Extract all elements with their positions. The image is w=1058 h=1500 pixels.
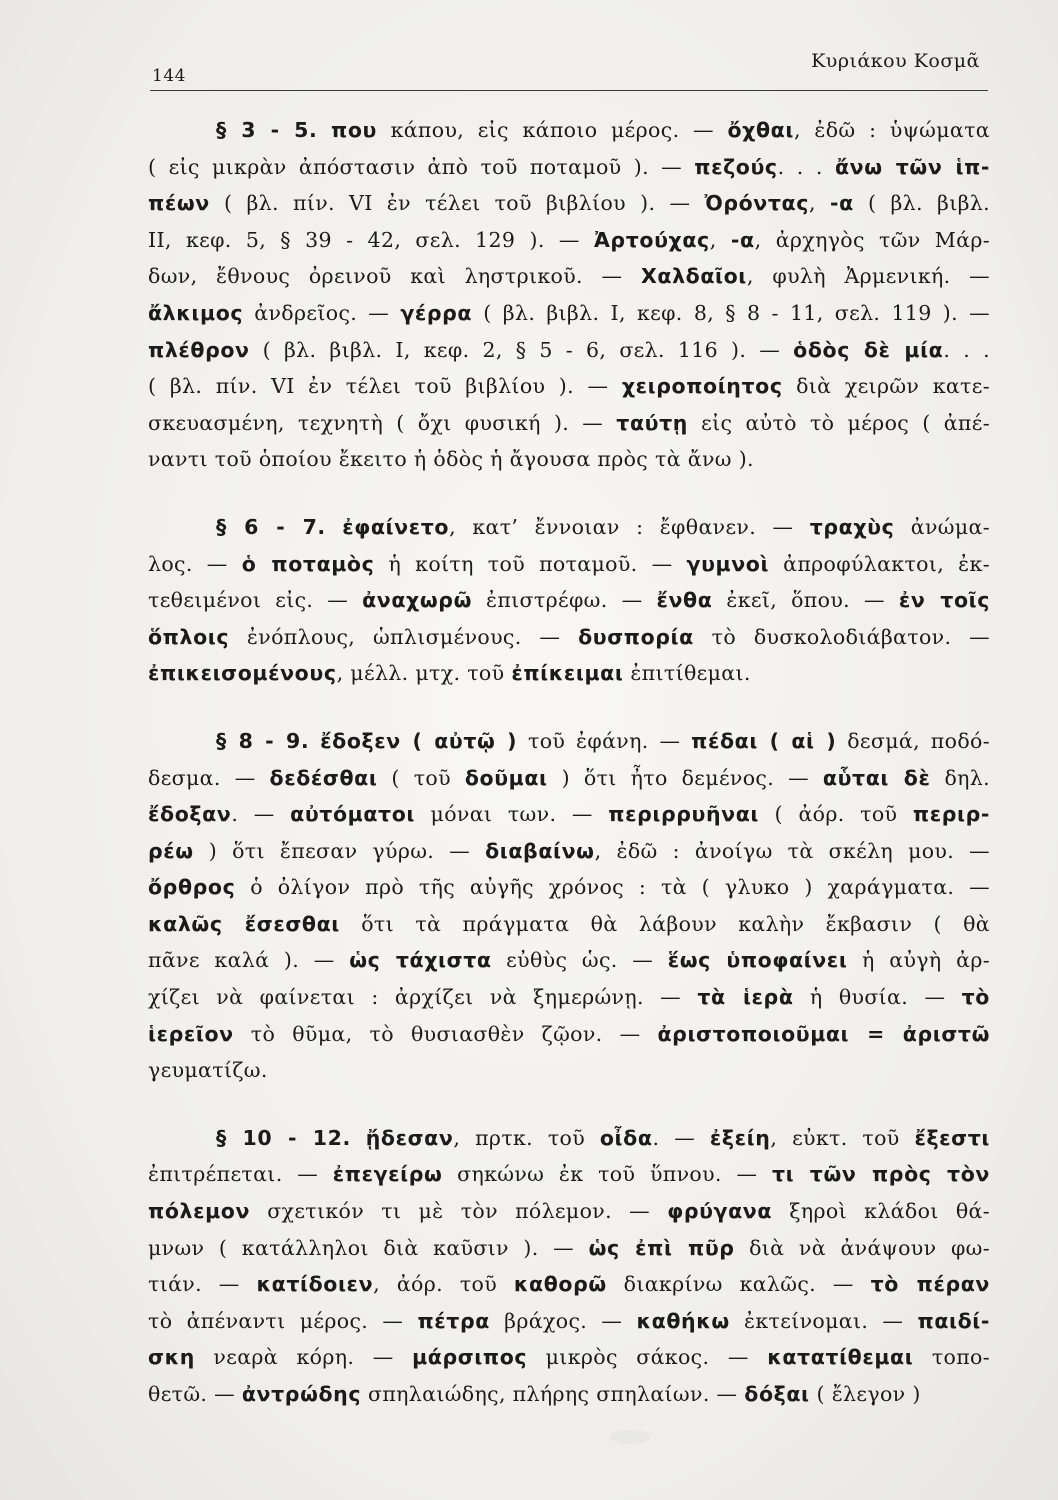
text-line bbox=[148, 655, 990, 692]
gloss-text: ἐπιστρέφω. — bbox=[472, 588, 657, 613]
lemma-term: ἐφαίνετο bbox=[342, 514, 450, 539]
gloss-text: ( βλ. βιβλ. I, κεφ. 8, § 8 - 11, σελ. 119 ). — bbox=[472, 300, 991, 325]
lemma-term: αὗται δὲ bbox=[822, 765, 931, 790]
lemma-term: γυμνοὶ bbox=[686, 551, 770, 576]
gloss-text: ξηροὶ κλάδοι θά- bbox=[772, 1199, 990, 1224]
lemma-term: ἔδοξαν bbox=[148, 802, 232, 827]
lemma-term: ἐν τοῖς bbox=[898, 588, 990, 613]
text-line bbox=[148, 1016, 990, 1053]
gloss-text: ( βλ. πίν. VI ἐν τέλει τοῦ βιβλίου ). — bbox=[209, 191, 705, 216]
gloss-text: ὅτι τὰ πράγματα θὰ λάβουν καλὴν ἔκβασιν ( θὰ bbox=[339, 911, 991, 936]
text-line bbox=[148, 1052, 990, 1089]
lemma-term: δοῦμαι bbox=[464, 765, 548, 790]
lemma-term: κατίδοιεν bbox=[256, 1272, 374, 1297]
gloss-text: εὐθὺς ὡς. — bbox=[491, 948, 668, 973]
gloss-text: , πρτκ. τοῦ bbox=[453, 1125, 600, 1150]
gloss-text: II, κεφ. 5, § 39 - 42, σελ. 129 ). — bbox=[148, 227, 594, 252]
text-line bbox=[148, 979, 990, 1016]
gloss-text: τὸ θῦμα, τὸ θυσιασθὲν ζῷον. — bbox=[233, 1021, 658, 1046]
text-line bbox=[148, 869, 990, 906]
lemma-term: δυσπορία bbox=[578, 624, 694, 649]
lemma-term: § 3 - 5. bbox=[216, 118, 318, 142]
gloss-text: ἡ αὐγὴ ἀρ- bbox=[847, 948, 990, 973]
gloss-text: τιάν. — bbox=[148, 1272, 257, 1297]
gloss-text: ( τοῦ bbox=[377, 765, 465, 790]
lemma-term: δόξαι bbox=[744, 1382, 810, 1406]
lemma-term: γέρρα bbox=[400, 300, 473, 325]
text-line bbox=[148, 368, 990, 405]
gloss-text: διὰ χειρῶν κατε- bbox=[782, 374, 990, 399]
gloss-text: μικρὸς σάκος. — bbox=[527, 1345, 768, 1370]
lemma-term: ὄρθρος bbox=[148, 875, 236, 900]
paragraph-gap bbox=[148, 1089, 990, 1120]
gloss-text: δων, ἔθνους ὀρεινοῦ καὶ ληστρικοῦ. — bbox=[148, 264, 641, 289]
gloss-text: θετῶ. — bbox=[148, 1382, 242, 1406]
gloss-text: . — bbox=[231, 802, 291, 827]
text-line bbox=[148, 441, 990, 478]
gloss-text: μόναι των. — bbox=[415, 802, 609, 827]
gloss-text: διὰ νὰ ἀνάψουν φω- bbox=[734, 1235, 991, 1260]
gloss-text bbox=[309, 729, 320, 753]
lemma-term: ἕως ὑποφαίνει bbox=[667, 948, 848, 973]
lemma-term: τὸ bbox=[961, 985, 990, 1010]
gloss-text: ( ἀόρ. τοῦ bbox=[759, 802, 913, 827]
lemma-term: πέδαι ( αἱ ) bbox=[691, 728, 837, 753]
text-line bbox=[148, 942, 990, 979]
lemma-term: § 6 - 7. bbox=[216, 514, 326, 539]
lemma-term: καλῶς ἔσεσθαι bbox=[148, 911, 340, 936]
paragraph bbox=[148, 112, 990, 478]
gloss-text: εἰς αὐτὸ τὸ μέρος ( ἀπέ- bbox=[687, 410, 990, 435]
gloss-text: ( εἰς μικρὰν ἀπόστασιν ἀπὸ τοῦ ποταμοῦ ). — bbox=[148, 154, 695, 179]
gloss-text: τὸ δυσκολοδιάβατον. — bbox=[693, 624, 990, 649]
text-line bbox=[148, 1266, 990, 1303]
gloss-text: κάπου, εἰς κάποιο μέρος. — bbox=[376, 118, 728, 142]
gloss-text: μνων ( κατάλληλοι διὰ καῦσιν ). — bbox=[148, 1235, 589, 1260]
gloss-text: τοπο- bbox=[913, 1345, 990, 1370]
gloss-text: σπηλαιώδης, πλήρης σπηλαίων. — bbox=[361, 1382, 745, 1406]
lemma-term: διαβαίνω bbox=[485, 838, 595, 863]
commentary-text bbox=[148, 112, 990, 1413]
lemma-term: Χαλδαῖοι bbox=[641, 264, 747, 289]
gloss-text: χίζει νὰ φαίνεται : ἀρχίζει νὰ ξημερώνῃ. — bbox=[148, 985, 698, 1010]
gloss-text: , ἐδῶ : ἀνοίγω τὰ σκέλη μου. — bbox=[594, 838, 990, 863]
lemma-term: ταύτῃ bbox=[616, 410, 688, 435]
text-line bbox=[148, 1156, 990, 1193]
gloss-text: , ἀόρ. τοῦ bbox=[373, 1272, 514, 1297]
gloss-text: ἐκεῖ, ὅπου. — bbox=[712, 588, 899, 613]
gloss-text: δηλ. bbox=[930, 765, 990, 790]
lemma-term: ἄνω τῶν ἱπ- bbox=[834, 154, 990, 179]
lemma-term: πέων bbox=[148, 191, 210, 216]
gloss-text: , bbox=[709, 227, 731, 252]
text-line bbox=[148, 149, 990, 186]
gloss-text: ἐπιτρέπεται. — bbox=[148, 1162, 333, 1187]
text-line bbox=[148, 185, 990, 222]
lemma-term: κατατίθεμαι bbox=[767, 1345, 914, 1370]
lemma-term: ἀναχωρῶ bbox=[362, 588, 472, 613]
page-number: 144 bbox=[152, 66, 186, 86]
lemma-term: παιδί- bbox=[917, 1308, 990, 1333]
lemma-term: ὅπλοις bbox=[148, 624, 230, 649]
text-line bbox=[148, 332, 990, 369]
lemma-term: Ὀρόντας bbox=[704, 191, 809, 216]
text-line bbox=[148, 405, 990, 442]
gloss-text bbox=[317, 118, 331, 142]
running-head: Κυριάκου Κοσμᾶ bbox=[811, 50, 980, 72]
text-line bbox=[148, 582, 990, 619]
paragraph bbox=[148, 509, 990, 692]
lemma-term: που bbox=[331, 118, 377, 142]
gloss-text: γευματίζω. bbox=[148, 1058, 268, 1083]
lemma-term: τι τῶν πρὸς τὸν bbox=[771, 1162, 990, 1187]
lemma-term: πλέθρον bbox=[148, 337, 250, 362]
gloss-text: τεθειμένοι εἰς. — bbox=[148, 588, 363, 613]
gloss-text: , bbox=[809, 191, 831, 216]
lemma-term: δεδέσθαι bbox=[269, 765, 378, 790]
text-line bbox=[148, 1193, 990, 1230]
gloss-text: βράχος. — bbox=[489, 1308, 637, 1333]
gloss-text: . . . bbox=[943, 337, 990, 362]
paragraph-gap bbox=[148, 692, 990, 723]
lemma-term: καθορῶ bbox=[513, 1272, 607, 1297]
text-line bbox=[148, 1339, 990, 1376]
gloss-text: ( βλ. βιβλ. I, κεφ. 2, § 5 - 6, σελ. 116 ). — bbox=[249, 337, 794, 362]
gloss-text: ( ἔλεγον ) bbox=[809, 1382, 921, 1406]
gloss-text: ( βλ. πίν. VI ἐν τέλει τοῦ βιβλίου ). — bbox=[148, 374, 622, 399]
gloss-text: ἡ κοίτη τοῦ ποταμοῦ. — bbox=[374, 551, 687, 576]
lemma-term: ἱερεῖον bbox=[148, 1021, 234, 1046]
lemma-term: ρέω bbox=[148, 838, 194, 863]
lemma-term: καθήκω bbox=[636, 1308, 730, 1333]
gloss-text: ) ὅτι ἦτο δεμένος. — bbox=[547, 765, 823, 790]
lemma-term: ᾔδεσαν bbox=[365, 1125, 454, 1150]
lemma-term: ἀριστοποιοῦμαι = ἀριστῶ bbox=[657, 1021, 990, 1046]
gloss-text: , ἀρχηγὸς τῶν Μάρ- bbox=[754, 227, 991, 252]
lemma-term: -α bbox=[730, 227, 755, 252]
lemma-term: τραχὺς bbox=[809, 514, 895, 539]
gloss-text: ( βλ. βιβλ. bbox=[853, 191, 991, 216]
lemma-term: ἐπικεισομένους bbox=[148, 661, 337, 686]
gloss-text: ) ὅτι ἔπεσαν γύρω. — bbox=[193, 838, 486, 863]
lemma-term: § 8 - 9. bbox=[216, 728, 310, 753]
text-line bbox=[148, 112, 990, 149]
paragraph bbox=[148, 1120, 990, 1413]
lemma-term: τὸ πέραν bbox=[870, 1272, 990, 1297]
text-line bbox=[148, 295, 990, 332]
lemma-term: ὡς τάχιστα bbox=[349, 948, 492, 973]
gloss-text: ναντι τοῦ ὁποίου ἔκειτο ἡ ὁδὸς ἡ ἄγουσα πρὸς τὰ ἄνω ). bbox=[148, 447, 754, 472]
text-line bbox=[148, 1120, 990, 1157]
gloss-text: πᾶνε καλά ). — bbox=[148, 948, 350, 973]
text-line bbox=[148, 760, 990, 797]
text-line bbox=[148, 1303, 990, 1340]
lemma-term: ἀντρώδης bbox=[241, 1382, 362, 1406]
gloss-text: . — bbox=[652, 1125, 710, 1150]
text-line bbox=[148, 723, 990, 760]
gloss-text: λος. — bbox=[148, 551, 242, 576]
gloss-text: σκευασμένη, τεχνητὴ ( ὄχι φυσική ). — bbox=[148, 410, 617, 435]
gloss-text: τὸ ἀπέναντι μέρος. — bbox=[148, 1308, 418, 1333]
paper-blemish bbox=[610, 1430, 650, 1444]
gloss-text: ἐνόπλους, ὡπλισμένους. — bbox=[229, 624, 579, 649]
gloss-text bbox=[351, 1126, 366, 1150]
text-line bbox=[148, 258, 990, 295]
lemma-term: ὁ ποταμὸς bbox=[241, 551, 375, 576]
header-rule bbox=[150, 90, 988, 91]
text-line bbox=[148, 509, 990, 546]
text-line bbox=[148, 222, 990, 259]
gloss-text: διακρίνω καλῶς. — bbox=[606, 1272, 871, 1297]
text-line bbox=[148, 906, 990, 943]
gloss-text: σηκώνω ἐκ τοῦ ὕπνου. — bbox=[442, 1162, 772, 1187]
lemma-term: ἔνθα bbox=[656, 588, 713, 613]
text-line bbox=[148, 1230, 990, 1267]
gloss-text: , εὐκτ. τοῦ bbox=[770, 1125, 915, 1150]
gloss-text: ἀνώμα- bbox=[894, 514, 990, 539]
lemma-term: πόλεμον bbox=[148, 1199, 251, 1224]
lemma-term: φρύγανα bbox=[667, 1199, 773, 1224]
lemma-term: ἔδοξεν ( αὐτῷ ) bbox=[320, 728, 518, 753]
gloss-text bbox=[326, 515, 342, 539]
text-line bbox=[148, 546, 990, 583]
lemma-term: οἶδα bbox=[599, 1125, 653, 1150]
gloss-text: , φυλὴ Ἀρμενική. — bbox=[746, 264, 990, 289]
lemma-term: ἐπίκειμαι bbox=[511, 661, 624, 686]
lemma-term: χειροποίητος bbox=[621, 374, 783, 399]
gloss-text: ἡ θυσία. — bbox=[793, 985, 962, 1010]
lemma-term: ὄχθαι bbox=[727, 118, 794, 142]
text-line bbox=[148, 796, 990, 833]
gloss-text: τοῦ ἐφάνη. — bbox=[517, 728, 692, 753]
gloss-text: σχετικόν τι μὲ τὸν πόλεμον. — bbox=[250, 1199, 668, 1224]
lemma-term: ἐξείη bbox=[709, 1125, 771, 1150]
page-header bbox=[150, 44, 988, 94]
lemma-term: ἐπεγείρω bbox=[332, 1162, 443, 1187]
paragraph-gap bbox=[148, 478, 990, 509]
gloss-text: ἐκτείνομαι. — bbox=[729, 1308, 918, 1333]
gloss-text: ὁ ὀλίγον πρὸ τῆς αὐγῆς χρόνος : τὰ ( γλυκο ) χαράγματα. — bbox=[235, 875, 990, 900]
gloss-text: ἀνδρεῖος. — bbox=[243, 300, 401, 325]
lemma-term: § 10 - 12. bbox=[216, 1125, 351, 1150]
lemma-term: ὡς ἐπὶ πῦρ bbox=[588, 1235, 735, 1260]
gloss-text: νεαρὰ κόρη. — bbox=[194, 1345, 413, 1370]
lemma-term: τὰ ἱερὰ bbox=[697, 985, 794, 1010]
text-line bbox=[148, 619, 990, 656]
lemma-term: -α bbox=[830, 191, 854, 216]
lemma-term: Ἀρτούχας bbox=[593, 227, 710, 252]
gloss-text: , μέλλ. μτχ. τοῦ bbox=[336, 661, 512, 686]
lemma-term: αὐτόματοι bbox=[290, 802, 415, 827]
lemma-term: πεζούς bbox=[694, 154, 778, 179]
lemma-term: σκη bbox=[148, 1345, 195, 1370]
gloss-text: δεσμα. — bbox=[148, 765, 270, 790]
gloss-text: δεσμά, ποδό- bbox=[836, 728, 990, 753]
lemma-term: ἔξεστι bbox=[914, 1125, 991, 1150]
lemma-term: πέτρα bbox=[417, 1308, 490, 1333]
text-line bbox=[148, 1376, 990, 1413]
gloss-text: , κατ’ ἔννοιαν : ἔφθανεν. — bbox=[449, 514, 810, 539]
gloss-text: , ἐδῶ : ὑψώματα bbox=[793, 118, 990, 142]
lemma-term: ὁδὸς δὲ μία bbox=[793, 337, 944, 362]
lemma-term: ἄλκιμος bbox=[148, 300, 244, 325]
lemma-term: μάρσιπος bbox=[412, 1345, 528, 1370]
gloss-text: . . . bbox=[777, 154, 835, 179]
lemma-term: περιρ- bbox=[912, 802, 990, 827]
gloss-text: ἀπροφύλακτοι, ἐκ- bbox=[769, 551, 990, 576]
text-line bbox=[148, 833, 990, 870]
paragraph bbox=[148, 723, 990, 1089]
lemma-term: περιρρυῆναι bbox=[608, 802, 759, 827]
gloss-text: ἐπιτίθεμαι. bbox=[623, 661, 751, 686]
